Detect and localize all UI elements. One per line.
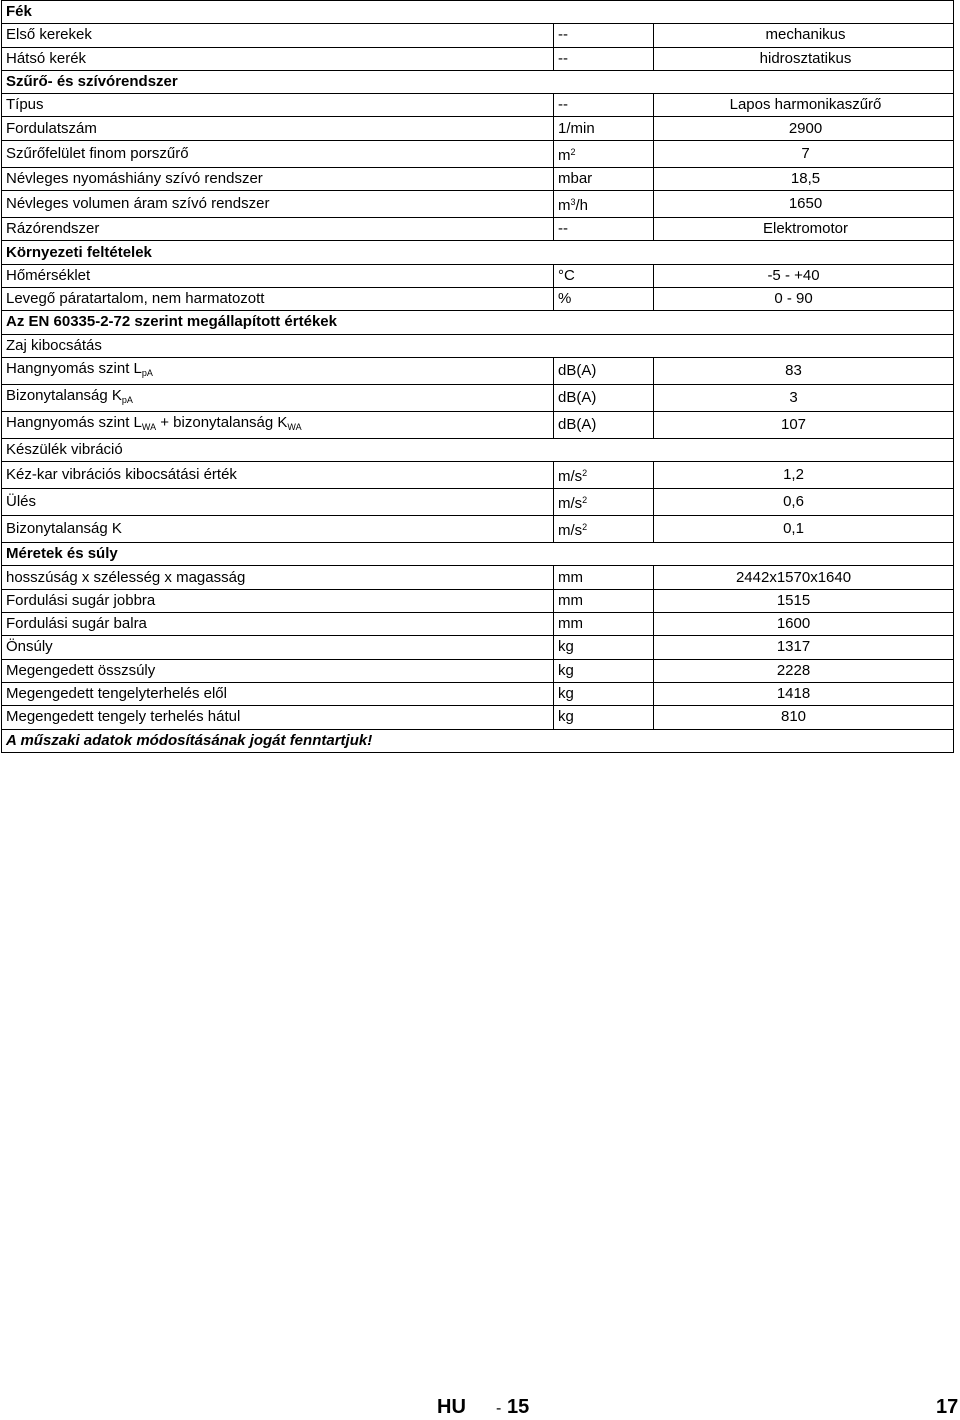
spec-value-cell — [654, 489, 954, 516]
spec-value-cell — [654, 411, 954, 438]
value: 18,5 — [790, 169, 821, 187]
unit: °C — [558, 266, 575, 284]
table-row — [2, 311, 954, 334]
spec-label-cell — [2, 47, 554, 70]
spec-unit-cell — [554, 117, 654, 140]
table-row — [2, 489, 954, 516]
subsection-heading — [2, 438, 954, 461]
spec-unit-cell — [554, 191, 654, 218]
table-row — [2, 218, 954, 241]
row-label: Szűrő- és szívórendszer — [6, 73, 178, 91]
table-row — [2, 384, 954, 411]
spec-unit-cell — [554, 636, 654, 659]
value: 1600 — [776, 615, 811, 633]
table-row — [2, 516, 954, 543]
unit: m — [558, 146, 571, 164]
row-label: Fordulási sugár balra — [6, 615, 147, 633]
section-heading — [2, 543, 954, 566]
unit: dB(A) — [558, 388, 597, 406]
spec-value-cell — [654, 24, 954, 47]
spec-label-cell — [2, 264, 554, 287]
row-label: Fordulatszám — [6, 119, 97, 137]
spec-table-body — [2, 1, 954, 753]
spec-unit-cell — [554, 462, 654, 489]
table-row — [2, 462, 954, 489]
spec-label-cell — [2, 411, 554, 438]
spec-label-cell — [2, 357, 554, 384]
spec-label-cell — [2, 167, 554, 190]
section-heading — [2, 1, 954, 24]
table-row — [2, 117, 954, 140]
table-row — [2, 241, 954, 264]
spec-label-cell — [2, 589, 554, 612]
row-label: Zaj kibocsátás — [6, 336, 102, 354]
unit-superscript: 2 — [582, 495, 588, 506]
row-label: Hátsó kerék — [6, 49, 87, 67]
spec-value-cell — [654, 384, 954, 411]
spec-value-cell — [654, 287, 954, 310]
table-row — [2, 191, 954, 218]
spec-value-cell — [654, 636, 954, 659]
row-label: Az EN 60335-2-72 szerint megállapított értékek — [6, 313, 337, 331]
value: 2228 — [776, 661, 811, 679]
spec-label-cell — [2, 94, 554, 117]
table-row — [2, 411, 954, 438]
value: 0,1 — [783, 520, 804, 538]
row-label: Ülés — [6, 493, 37, 511]
unit-superscript: 2 — [582, 522, 588, 533]
footer-language: HU — [437, 1396, 466, 1418]
spec-label-cell — [2, 613, 554, 636]
row-label: Hangnyomás szint L — [6, 413, 142, 431]
table-row — [2, 357, 954, 384]
footer-dash: - — [496, 1400, 502, 1417]
value: 1650 — [788, 195, 823, 213]
table-row — [2, 70, 954, 93]
unit: m — [558, 197, 571, 215]
spec-unit-cell — [554, 706, 654, 729]
value: 2442x1570x1640 — [735, 568, 852, 586]
table-row — [2, 140, 954, 167]
unit-superscript: 2 — [570, 146, 576, 157]
table-row — [2, 659, 954, 682]
row-label: Típus — [6, 96, 44, 114]
value: 810 — [780, 708, 807, 726]
spec-value-cell — [654, 357, 954, 384]
table-row — [2, 167, 954, 190]
spec-label-cell — [2, 706, 554, 729]
spec-value-cell — [654, 566, 954, 589]
spec-label-cell — [2, 489, 554, 516]
unit: -- — [558, 26, 568, 44]
unit: % — [558, 290, 572, 308]
unit: kg — [558, 708, 574, 726]
label-subscript: WA — [287, 421, 302, 432]
spec-unit-cell — [554, 94, 654, 117]
footer-page-number: 17 — [936, 1396, 959, 1418]
spec-value-cell — [654, 218, 954, 241]
unit: m/s — [558, 468, 583, 486]
table-row — [2, 706, 954, 729]
unit-suffix: /h — [575, 197, 589, 215]
spec-unit-cell — [554, 384, 654, 411]
spec-value-cell — [654, 94, 954, 117]
section-heading — [2, 70, 954, 93]
unit: kg — [558, 638, 574, 656]
spec-label-cell — [2, 462, 554, 489]
table-row — [2, 24, 954, 47]
value: 83 — [785, 361, 802, 379]
spec-value-cell — [654, 191, 954, 218]
label-subscript: WA — [141, 421, 157, 432]
table-row — [2, 729, 954, 752]
unit: kg — [558, 661, 574, 679]
spec-unit-cell — [554, 589, 654, 612]
spec-label-cell — [2, 636, 554, 659]
spec-unit-cell — [554, 659, 654, 682]
spec-unit-cell — [554, 613, 654, 636]
row-label: Szűrőfelület finom porszűrő — [6, 144, 189, 162]
unit: m/s — [558, 495, 583, 513]
footer-section-page: 15 — [507, 1396, 530, 1418]
row-label: hosszúság x szélesség x magasság — [6, 568, 246, 586]
spec-unit-cell — [554, 516, 654, 543]
row-label: Levegő páratartalom, nem harmatozott — [6, 290, 265, 308]
value: 0 - 90 — [774, 290, 813, 308]
value: 0,6 — [783, 493, 804, 511]
spec-value-cell — [654, 516, 954, 543]
spec-label-cell — [2, 191, 554, 218]
spec-value-cell — [654, 462, 954, 489]
spec-value-cell — [654, 659, 954, 682]
row-label: Hőmérséklet — [6, 266, 91, 284]
spec-unit-cell — [554, 140, 654, 167]
unit: 1/min — [558, 119, 595, 137]
label-subscript: pA — [121, 394, 133, 405]
row-label: Első kerekek — [6, 26, 92, 44]
spec-label-cell — [2, 384, 554, 411]
value: Elektromotor — [762, 220, 849, 238]
spec-label-cell — [2, 566, 554, 589]
spec-value-cell — [654, 140, 954, 167]
value: 3 — [789, 388, 798, 406]
table-row — [2, 287, 954, 310]
spec-value-cell — [654, 613, 954, 636]
spec-value-cell — [654, 706, 954, 729]
row-label: Fordulási sugár jobbra — [6, 591, 156, 609]
value: hidrosztatikus — [759, 49, 852, 67]
unit: -- — [558, 96, 568, 114]
value: 1,2 — [783, 466, 804, 484]
row-label: Környezeti feltételek — [6, 243, 152, 261]
unit: mm — [558, 568, 583, 586]
row-label: Bizonytalanság K — [6, 386, 122, 404]
unit-superscript: 3 — [570, 197, 576, 208]
row-label: Névleges nyomáshiány szívó rendszer — [6, 169, 263, 187]
spec-value-cell — [654, 47, 954, 70]
unit: -- — [558, 49, 568, 67]
unit-superscript: 2 — [582, 468, 588, 479]
disclaimer-note — [2, 729, 954, 752]
spec-unit-cell — [554, 357, 654, 384]
spec-unit-cell — [554, 264, 654, 287]
spec-value-cell — [654, 589, 954, 612]
unit: kg — [558, 685, 574, 703]
spec-unit-cell — [554, 47, 654, 70]
value: Lapos harmonikaszűrő — [729, 96, 882, 114]
spec-unit-cell — [554, 24, 654, 47]
spec-label-cell — [2, 287, 554, 310]
value: 2900 — [788, 119, 823, 137]
table-row — [2, 589, 954, 612]
spec-label-cell — [2, 218, 554, 241]
section-heading — [2, 241, 954, 264]
table-row — [2, 1, 954, 24]
table-row — [2, 264, 954, 287]
spec-unit-cell — [554, 218, 654, 241]
table-row — [2, 543, 954, 566]
unit: m/s — [558, 522, 583, 540]
spec-unit-cell — [554, 411, 654, 438]
unit: mm — [558, 615, 583, 633]
spec-label-cell — [2, 659, 554, 682]
spec-label-cell — [2, 682, 554, 705]
unit: dB(A) — [558, 415, 597, 433]
row-label: Névleges volumen áram szívó rendszer — [6, 195, 270, 213]
spec-unit-cell — [554, 566, 654, 589]
table-row — [2, 47, 954, 70]
row-label: Hangnyomás szint L — [6, 359, 142, 377]
row-label: Önsúly — [6, 638, 53, 656]
spec-unit-cell — [554, 682, 654, 705]
subsection-heading — [2, 334, 954, 357]
table-row — [2, 682, 954, 705]
label-subscript: pA — [141, 367, 153, 378]
unit: dB(A) — [558, 361, 597, 379]
spec-value-cell — [654, 117, 954, 140]
spec-value-cell — [654, 264, 954, 287]
value: 1515 — [776, 591, 811, 609]
row-label: Rázórendszer — [6, 220, 100, 238]
row-label: Bizonytalanság K — [6, 520, 122, 538]
table-row — [2, 613, 954, 636]
spec-label-cell — [2, 140, 554, 167]
row-label: Méretek és súly — [6, 545, 118, 563]
spec-value-cell — [654, 167, 954, 190]
unit: mm — [558, 591, 583, 609]
row-label-continued: + bizonytalanság K — [156, 413, 288, 431]
spec-table — [1, 0, 954, 753]
spec-unit-cell — [554, 287, 654, 310]
spec-label-cell — [2, 117, 554, 140]
section-heading — [2, 311, 954, 334]
spec-value-cell — [654, 682, 954, 705]
value: -5 - +40 — [767, 266, 820, 284]
table-row — [2, 636, 954, 659]
value: 7 — [801, 144, 810, 162]
row-label: Megengedett összsúly — [6, 661, 156, 679]
unit: mbar — [558, 169, 593, 187]
table-row — [2, 334, 954, 357]
spec-label-cell — [2, 516, 554, 543]
row-label: Kéz-kar vibrációs kibocsátási érték — [6, 466, 237, 484]
value: 1317 — [776, 638, 811, 656]
row-label: Fék — [6, 3, 32, 21]
spec-unit-cell — [554, 167, 654, 190]
row-label: Megengedett tengelyterhelés elől — [6, 685, 227, 703]
value: 107 — [780, 415, 807, 433]
value: 1418 — [776, 685, 811, 703]
unit: -- — [558, 220, 568, 238]
row-label: A műszaki adatok módosításának jogát fenntartjuk! — [6, 731, 373, 749]
spec-label-cell — [2, 24, 554, 47]
table-row — [2, 94, 954, 117]
table-row — [2, 438, 954, 461]
spec-unit-cell — [554, 489, 654, 516]
value: mechanikus — [765, 26, 846, 44]
row-label: Megengedett tengely terhelés hátul — [6, 708, 241, 726]
row-label: Készülék vibráció — [6, 441, 123, 458]
table-row — [2, 566, 954, 589]
